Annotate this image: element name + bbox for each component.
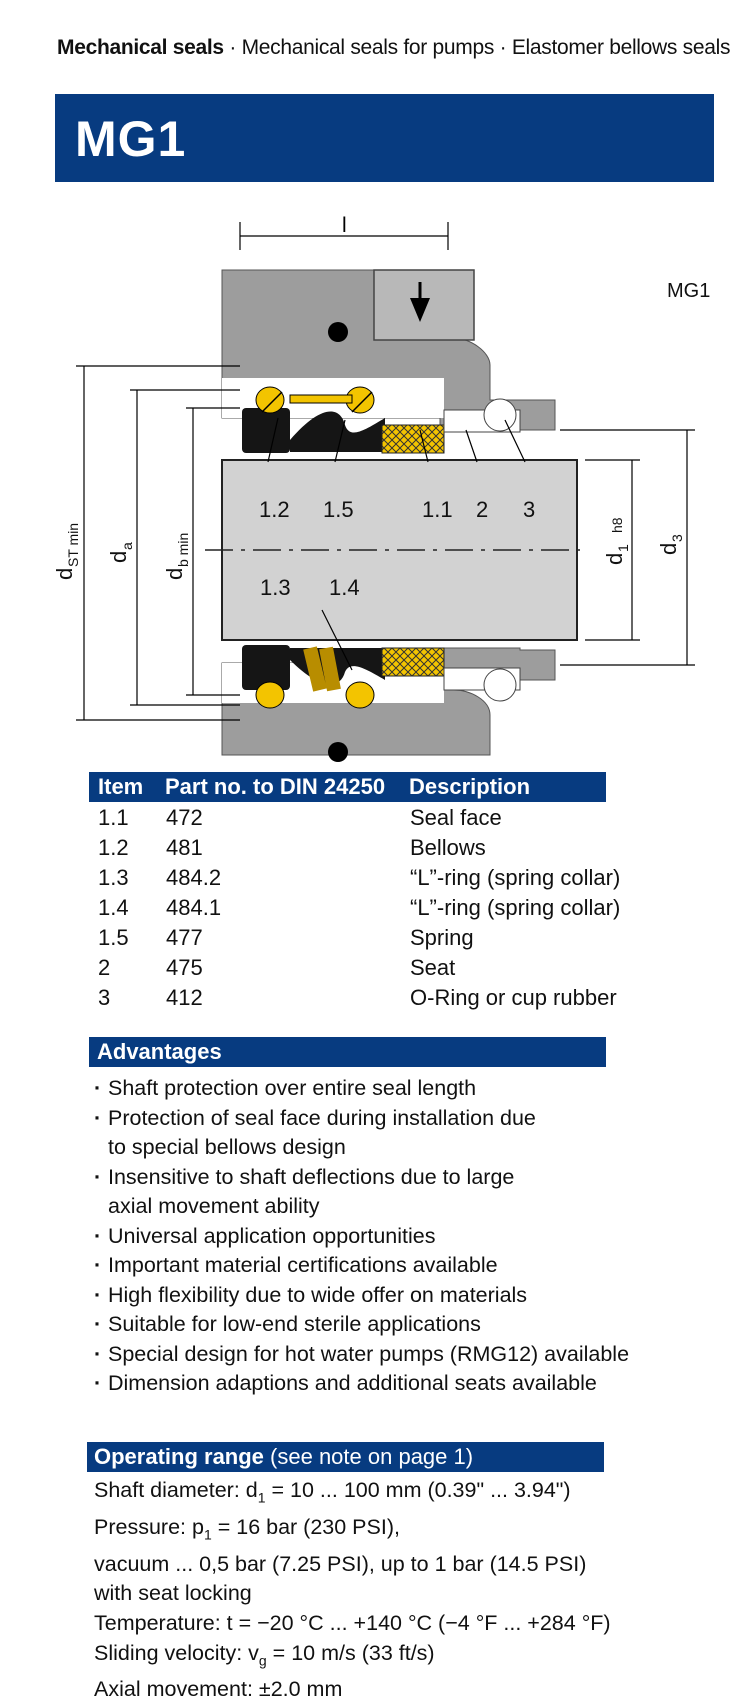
list-item: · Suitable for low-end sterile applications — [94, 1310, 654, 1340]
cell-part-no: 481 — [166, 835, 203, 860]
operating-range-lines — [94, 1476, 611, 1705]
cell-part-no: 475 — [166, 955, 203, 980]
dim-label-d1 — [602, 517, 631, 565]
operating-range-note: (see note on page 1) — [263, 1444, 474, 1469]
operating-line: with seat locking — [94, 1581, 252, 1606]
table-row — [98, 893, 621, 923]
operating-range-title: Operating range — [94, 1444, 264, 1469]
callout-1-2: 1.2 — [259, 497, 290, 522]
parts-table-header — [89, 772, 606, 802]
callout-1-5: 1.5 — [323, 497, 354, 522]
list-item: · Protection of seal face during installation due to special bellows design — [94, 1104, 538, 1163]
operating-line: Shaft diameter: $d_1 = 10$ ... 100 mm (0.39" ... 3.94") — [94, 1478, 571, 1506]
operating-line: Sliding velocity: $v_g = 10$ m/s (33 ft/s) — [94, 1640, 435, 1668]
dim-label-l: l — [342, 214, 347, 237]
operating-line: vacuum ... 0,5 bar (7.25 PSI), up to 1 bar (14.5 PSI) — [94, 1551, 587, 1576]
callout-1-1: 1.1 — [422, 497, 453, 522]
cell-part-no: 484.2 — [166, 865, 222, 890]
table-row — [98, 923, 618, 953]
table-row — [98, 803, 618, 833]
cup-rubber-lower — [484, 669, 516, 701]
svg-text:d: d — [52, 567, 77, 580]
spring-lower — [310, 648, 334, 690]
callout-3: 3 — [523, 497, 536, 522]
list-item: · Insensitive to shaft deflections due to large axial movement ability — [94, 1163, 538, 1222]
cell-part-no: 477 — [166, 925, 203, 950]
list-item: · Important material certifications available — [94, 1251, 654, 1281]
cell-item: 1.3 — [98, 865, 129, 890]
dim-label-dst — [52, 523, 81, 580]
dim-label-db — [162, 533, 191, 580]
table-row — [98, 983, 618, 1013]
list-item: · Dimension adaptions and additional seats available — [94, 1369, 654, 1399]
drawing-model-label: MG1 — [667, 280, 711, 302]
bellows-upper-left — [242, 408, 290, 453]
callout-1-3: 1.3 — [260, 575, 291, 600]
dim-label-da — [106, 542, 135, 563]
dim-label-d3 — [656, 534, 685, 555]
table-row — [98, 833, 618, 863]
operating-line: Axial movement: ±2.0 mm — [94, 1677, 343, 1702]
cell-description: Seal face — [410, 805, 502, 830]
spring-coil-lower-1 — [256, 682, 284, 708]
cell-item: 1.1 — [98, 805, 129, 830]
col-header-description: Description — [409, 774, 531, 799]
svg-text:1: 1 — [615, 544, 631, 552]
operating-line: Temperature: t = −20 °C ... +140 °C (−4 °F ... +284 °F) — [94, 1610, 611, 1635]
svg-text:b min: b min — [175, 532, 191, 567]
breadcrumb-category: Mechanical seals — [57, 36, 224, 59]
callout-1-4: 1.4 — [329, 575, 360, 600]
cell-part-no: 412 — [166, 985, 203, 1010]
breadcrumb-path: · Mechanical seals for pumps · Elastomer bellows seals — [223, 36, 731, 59]
advantages-header — [89, 1037, 606, 1067]
cell-description: “L”-ring (spring collar) — [410, 895, 621, 920]
callout-2: 2 — [476, 497, 489, 522]
breadcrumb — [57, 36, 730, 60]
cell-part-no: 484.1 — [166, 895, 222, 920]
table-row — [98, 953, 618, 983]
seal-cross-section-drawing — [40, 212, 700, 772]
svg-text:d: d — [602, 552, 627, 565]
cell-description: “L”-ring (spring collar) — [410, 865, 621, 890]
list-item: · Special design for hot water pumps (RMG12) available — [94, 1340, 654, 1370]
svg-text:3: 3 — [669, 534, 685, 542]
cell-item: 1.2 — [98, 835, 129, 860]
svg-text:a: a — [119, 542, 135, 550]
title-bar — [55, 94, 714, 182]
operating-line: Pressure: $p_1 = 16$ bar (230 PSI), — [94, 1514, 400, 1543]
cell-item: 2 — [98, 955, 111, 980]
page-title: MG1 — [75, 111, 187, 167]
housing-oring-upper — [328, 322, 348, 342]
cell-item: 1.5 — [98, 925, 129, 950]
seal-face-lower — [382, 648, 444, 676]
cell-item: 1.4 — [98, 895, 129, 920]
list-item: · Shaft protection over entire seal length — [94, 1074, 654, 1104]
col-header-item: Item — [98, 774, 144, 799]
cell-description: O-Ring or cup rubber — [410, 985, 617, 1010]
advantages-title: Advantages — [97, 1039, 222, 1064]
cell-part-no: 472 — [166, 805, 203, 830]
svg-text:d: d — [162, 567, 187, 580]
cell-description: Bellows — [410, 835, 486, 860]
list-item: · High flexibility due to wide offer on materials — [94, 1281, 654, 1311]
cup-rubber-upper — [484, 399, 516, 431]
svg-text:d: d — [656, 542, 681, 555]
list-item: · Universal application opportunities — [94, 1222, 654, 1252]
svg-text:ST min: ST min — [65, 522, 81, 567]
spring-coil-lower-2 — [346, 682, 374, 708]
cell-item: 3 — [98, 985, 111, 1010]
operating-range-header — [87, 1442, 604, 1472]
cell-description: Seat — [410, 955, 456, 980]
col-header-part-no: Part no. to DIN 24250 — [165, 774, 386, 799]
housing-oring-lower — [328, 742, 348, 762]
advantages-list — [94, 1074, 654, 1399]
spring-upper — [290, 395, 352, 403]
table-row — [98, 863, 621, 893]
spring-coil-upper-1 — [256, 387, 284, 413]
svg-text:h8: h8 — [609, 517, 625, 533]
svg-text:d: d — [106, 550, 131, 563]
seal-face-upper — [382, 425, 444, 453]
cell-description: Spring — [410, 925, 474, 950]
